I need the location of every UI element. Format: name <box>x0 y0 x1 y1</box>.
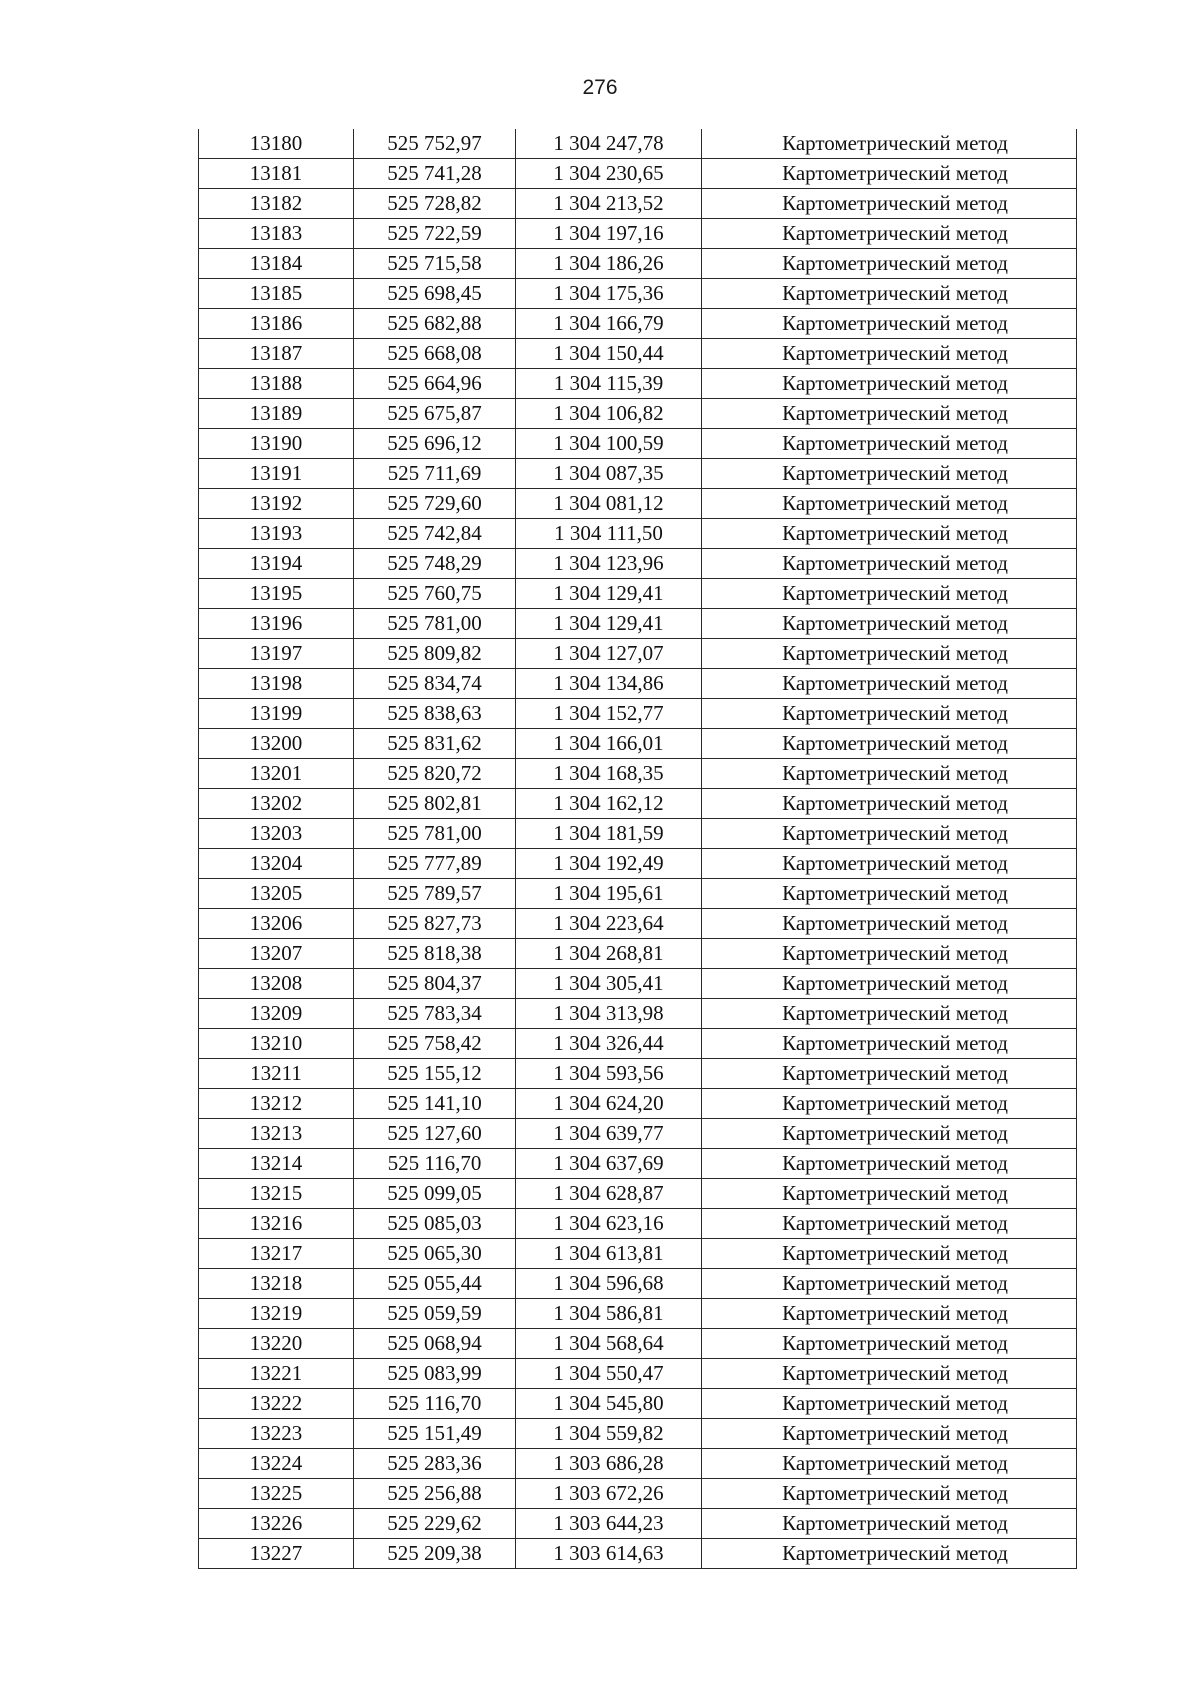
method-cell: Картометрический метод <box>702 399 1077 429</box>
x-coordinate-cell: 525 099,05 <box>354 1179 516 1209</box>
point-number-cell: 13197 <box>199 639 354 669</box>
table-row <box>199 579 1077 609</box>
table-row <box>199 249 1077 279</box>
method-cell: Картометрический метод <box>702 219 1077 249</box>
y-coordinate-cell: 1 304 129,41 <box>516 609 702 639</box>
x-coordinate-cell: 525 728,82 <box>354 189 516 219</box>
x-coordinate-cell: 525 664,96 <box>354 369 516 399</box>
point-number-cell: 13181 <box>199 159 354 189</box>
method-cell: Картометрический метод <box>702 729 1077 759</box>
point-number-cell: 13198 <box>199 669 354 699</box>
y-coordinate-cell: 1 304 115,39 <box>516 369 702 399</box>
point-number-cell: 13182 <box>199 189 354 219</box>
table-row <box>199 1359 1077 1389</box>
y-coordinate-cell: 1 303 644,23 <box>516 1509 702 1539</box>
y-coordinate-cell: 1 304 197,16 <box>516 219 702 249</box>
table-row <box>199 1119 1077 1149</box>
table-row <box>199 1509 1077 1539</box>
y-coordinate-cell: 1 304 639,77 <box>516 1119 702 1149</box>
x-coordinate-cell: 525 838,63 <box>354 699 516 729</box>
table-row <box>199 669 1077 699</box>
y-coordinate-cell: 1 304 568,64 <box>516 1329 702 1359</box>
method-cell: Картометрический метод <box>702 459 1077 489</box>
point-number-cell: 13205 <box>199 879 354 909</box>
method-cell: Картометрический метод <box>702 1509 1077 1539</box>
x-coordinate-cell: 525 760,75 <box>354 579 516 609</box>
x-coordinate-cell: 525 256,88 <box>354 1479 516 1509</box>
point-number-cell: 13222 <box>199 1389 354 1419</box>
point-number-cell: 13201 <box>199 759 354 789</box>
x-coordinate-cell: 525 711,69 <box>354 459 516 489</box>
x-coordinate-cell: 525 283,36 <box>354 1449 516 1479</box>
table-row <box>199 969 1077 999</box>
method-cell: Картометрический метод <box>702 1029 1077 1059</box>
table-row <box>199 1329 1077 1359</box>
x-coordinate-cell: 525 820,72 <box>354 759 516 789</box>
x-coordinate-cell: 525 698,45 <box>354 279 516 309</box>
point-number-cell: 13203 <box>199 819 354 849</box>
method-cell: Картометрический метод <box>702 129 1077 159</box>
method-cell: Картометрический метод <box>702 309 1077 339</box>
table-row <box>199 1539 1077 1569</box>
x-coordinate-cell: 525 141,10 <box>354 1089 516 1119</box>
table-row <box>199 519 1077 549</box>
y-coordinate-cell: 1 304 213,52 <box>516 189 702 219</box>
table-row <box>199 159 1077 189</box>
x-coordinate-cell: 525 083,99 <box>354 1359 516 1389</box>
point-number-cell: 13192 <box>199 489 354 519</box>
method-cell: Картометрический метод <box>702 189 1077 219</box>
method-cell: Картометрический метод <box>702 489 1077 519</box>
table-row <box>199 759 1077 789</box>
method-cell: Картометрический метод <box>702 639 1077 669</box>
y-coordinate-cell: 1 304 628,87 <box>516 1179 702 1209</box>
x-coordinate-cell: 525 781,00 <box>354 609 516 639</box>
y-coordinate-cell: 1 304 111,50 <box>516 519 702 549</box>
point-number-cell: 13206 <box>199 909 354 939</box>
x-coordinate-cell: 525 209,38 <box>354 1539 516 1569</box>
x-coordinate-cell: 525 809,82 <box>354 639 516 669</box>
y-coordinate-cell: 1 304 186,26 <box>516 249 702 279</box>
y-coordinate-cell: 1 304 175,36 <box>516 279 702 309</box>
point-number-cell: 13202 <box>199 789 354 819</box>
method-cell: Картометрический метод <box>702 999 1077 1029</box>
point-number-cell: 13208 <box>199 969 354 999</box>
table-row <box>199 1389 1077 1419</box>
table-row <box>199 879 1077 909</box>
point-number-cell: 13219 <box>199 1299 354 1329</box>
method-cell: Картометрический метод <box>702 249 1077 279</box>
x-coordinate-cell: 525 151,49 <box>354 1419 516 1449</box>
table-row <box>199 1449 1077 1479</box>
point-number-cell: 13194 <box>199 549 354 579</box>
point-number-cell: 13185 <box>199 279 354 309</box>
method-cell: Картометрический метод <box>702 159 1077 189</box>
method-cell: Картометрический метод <box>702 429 1077 459</box>
x-coordinate-cell: 525 804,37 <box>354 969 516 999</box>
y-coordinate-cell: 1 304 326,44 <box>516 1029 702 1059</box>
y-coordinate-cell: 1 304 162,12 <box>516 789 702 819</box>
point-number-cell: 13189 <box>199 399 354 429</box>
y-coordinate-cell: 1 304 637,69 <box>516 1149 702 1179</box>
method-cell: Картометрический метод <box>702 1119 1077 1149</box>
y-coordinate-cell: 1 304 596,68 <box>516 1269 702 1299</box>
method-cell: Картометрический метод <box>702 1209 1077 1239</box>
table-row <box>199 789 1077 819</box>
point-number-cell: 13196 <box>199 609 354 639</box>
method-cell: Картометрический метод <box>702 849 1077 879</box>
x-coordinate-cell: 525 229,62 <box>354 1509 516 1539</box>
method-cell: Картометрический метод <box>702 909 1077 939</box>
point-number-cell: 13215 <box>199 1179 354 1209</box>
method-cell: Картометрический метод <box>702 1539 1077 1569</box>
x-coordinate-cell: 525 729,60 <box>354 489 516 519</box>
y-coordinate-cell: 1 304 123,96 <box>516 549 702 579</box>
point-number-cell: 13218 <box>199 1269 354 1299</box>
y-coordinate-cell: 1 304 545,80 <box>516 1389 702 1419</box>
x-coordinate-cell: 525 068,94 <box>354 1329 516 1359</box>
method-cell: Картометрический метод <box>702 939 1077 969</box>
method-cell: Картометрический метод <box>702 1359 1077 1389</box>
coordinates-table <box>198 129 1077 1569</box>
x-coordinate-cell: 525 818,38 <box>354 939 516 969</box>
table-row <box>199 189 1077 219</box>
table-row <box>199 609 1077 639</box>
method-cell: Картометрический метод <box>702 549 1077 579</box>
coordinates-table-body <box>199 129 1077 1569</box>
table-row <box>199 489 1077 519</box>
x-coordinate-cell: 525 758,42 <box>354 1029 516 1059</box>
point-number-cell: 13187 <box>199 339 354 369</box>
x-coordinate-cell: 525 748,29 <box>354 549 516 579</box>
y-coordinate-cell: 1 304 134,86 <box>516 669 702 699</box>
x-coordinate-cell: 525 783,34 <box>354 999 516 1029</box>
table-row <box>199 429 1077 459</box>
table-row <box>199 549 1077 579</box>
x-coordinate-cell: 525 155,12 <box>354 1059 516 1089</box>
method-cell: Картометрический метод <box>702 1059 1077 1089</box>
method-cell: Картометрический метод <box>702 1479 1077 1509</box>
table-row <box>199 279 1077 309</box>
x-coordinate-cell: 525 682,88 <box>354 309 516 339</box>
point-number-cell: 13204 <box>199 849 354 879</box>
x-coordinate-cell: 525 834,74 <box>354 669 516 699</box>
table-row <box>199 399 1077 429</box>
point-number-cell: 13180 <box>199 129 354 159</box>
y-coordinate-cell: 1 304 150,44 <box>516 339 702 369</box>
point-number-cell: 13226 <box>199 1509 354 1539</box>
method-cell: Картометрический метод <box>702 1269 1077 1299</box>
point-number-cell: 13188 <box>199 369 354 399</box>
point-number-cell: 13227 <box>199 1539 354 1569</box>
y-coordinate-cell: 1 304 127,07 <box>516 639 702 669</box>
table-row <box>199 129 1077 159</box>
method-cell: Картометрический метод <box>702 609 1077 639</box>
y-coordinate-cell: 1 303 686,28 <box>516 1449 702 1479</box>
point-number-cell: 13199 <box>199 699 354 729</box>
y-coordinate-cell: 1 304 230,65 <box>516 159 702 189</box>
x-coordinate-cell: 525 722,59 <box>354 219 516 249</box>
table-row <box>199 339 1077 369</box>
x-coordinate-cell: 525 116,70 <box>354 1149 516 1179</box>
table-row <box>199 1419 1077 1449</box>
x-coordinate-cell: 525 059,59 <box>354 1299 516 1329</box>
point-number-cell: 13211 <box>199 1059 354 1089</box>
x-coordinate-cell: 525 715,58 <box>354 249 516 279</box>
y-coordinate-cell: 1 304 081,12 <box>516 489 702 519</box>
point-number-cell: 13224 <box>199 1449 354 1479</box>
y-coordinate-cell: 1 304 550,47 <box>516 1359 702 1389</box>
x-coordinate-cell: 525 065,30 <box>354 1239 516 1269</box>
table-row <box>199 1089 1077 1119</box>
y-coordinate-cell: 1 304 593,56 <box>516 1059 702 1089</box>
point-number-cell: 13217 <box>199 1239 354 1269</box>
method-cell: Картометрический метод <box>702 519 1077 549</box>
point-number-cell: 13223 <box>199 1419 354 1449</box>
y-coordinate-cell: 1 304 559,82 <box>516 1419 702 1449</box>
point-number-cell: 13190 <box>199 429 354 459</box>
point-number-cell: 13225 <box>199 1479 354 1509</box>
y-coordinate-cell: 1 304 305,41 <box>516 969 702 999</box>
method-cell: Картометрический метод <box>702 789 1077 819</box>
y-coordinate-cell: 1 304 181,59 <box>516 819 702 849</box>
page-number: 276 <box>582 76 618 99</box>
x-coordinate-cell: 525 668,08 <box>354 339 516 369</box>
x-coordinate-cell: 525 831,62 <box>354 729 516 759</box>
point-number-cell: 13193 <box>199 519 354 549</box>
y-coordinate-cell: 1 304 268,81 <box>516 939 702 969</box>
method-cell: Картометрический метод <box>702 1239 1077 1269</box>
table-row <box>199 1179 1077 1209</box>
table-row <box>199 1209 1077 1239</box>
method-cell: Картометрический метод <box>702 279 1077 309</box>
table-row <box>199 639 1077 669</box>
method-cell: Картометрический метод <box>702 819 1077 849</box>
table-row <box>199 999 1077 1029</box>
x-coordinate-cell: 525 055,44 <box>354 1269 516 1299</box>
point-number-cell: 13191 <box>199 459 354 489</box>
x-coordinate-cell: 525 127,60 <box>354 1119 516 1149</box>
y-coordinate-cell: 1 304 223,64 <box>516 909 702 939</box>
method-cell: Картометрический метод <box>702 1149 1077 1179</box>
method-cell: Картометрический метод <box>702 1179 1077 1209</box>
y-coordinate-cell: 1 304 313,98 <box>516 999 702 1029</box>
table-row <box>199 1299 1077 1329</box>
method-cell: Картометрический метод <box>702 1449 1077 1479</box>
x-coordinate-cell: 525 802,81 <box>354 789 516 819</box>
y-coordinate-cell: 1 304 613,81 <box>516 1239 702 1269</box>
y-coordinate-cell: 1 304 129,41 <box>516 579 702 609</box>
x-coordinate-cell: 525 085,03 <box>354 1209 516 1239</box>
point-number-cell: 13212 <box>199 1089 354 1119</box>
method-cell: Картометрический метод <box>702 1419 1077 1449</box>
y-coordinate-cell: 1 304 623,16 <box>516 1209 702 1239</box>
x-coordinate-cell: 525 752,97 <box>354 129 516 159</box>
method-cell: Картометрический метод <box>702 969 1077 999</box>
x-coordinate-cell: 525 675,87 <box>354 399 516 429</box>
y-coordinate-cell: 1 304 087,35 <box>516 459 702 489</box>
table-row <box>199 849 1077 879</box>
x-coordinate-cell: 525 116,70 <box>354 1389 516 1419</box>
method-cell: Картометрический метод <box>702 699 1077 729</box>
point-number-cell: 13184 <box>199 249 354 279</box>
x-coordinate-cell: 525 777,89 <box>354 849 516 879</box>
point-number-cell: 13221 <box>199 1359 354 1389</box>
method-cell: Картометрический метод <box>702 759 1077 789</box>
method-cell: Картометрический метод <box>702 1389 1077 1419</box>
method-cell: Картометрический метод <box>702 369 1077 399</box>
y-coordinate-cell: 1 304 168,35 <box>516 759 702 789</box>
table-row <box>199 1059 1077 1089</box>
point-number-cell: 13195 <box>199 579 354 609</box>
table-row <box>199 729 1077 759</box>
table-row <box>199 909 1077 939</box>
y-coordinate-cell: 1 304 195,61 <box>516 879 702 909</box>
table-row <box>199 699 1077 729</box>
table-row <box>199 1029 1077 1059</box>
method-cell: Картометрический метод <box>702 1299 1077 1329</box>
x-coordinate-cell: 525 827,73 <box>354 909 516 939</box>
y-coordinate-cell: 1 304 152,77 <box>516 699 702 729</box>
method-cell: Картометрический метод <box>702 339 1077 369</box>
table-row <box>199 1239 1077 1269</box>
method-cell: Картометрический метод <box>702 669 1077 699</box>
y-coordinate-cell: 1 303 672,26 <box>516 1479 702 1509</box>
point-number-cell: 13214 <box>199 1149 354 1179</box>
y-coordinate-cell: 1 304 100,59 <box>516 429 702 459</box>
x-coordinate-cell: 525 741,28 <box>354 159 516 189</box>
table-row <box>199 1479 1077 1509</box>
method-cell: Картометрический метод <box>702 579 1077 609</box>
point-number-cell: 13207 <box>199 939 354 969</box>
table-row <box>199 369 1077 399</box>
point-number-cell: 13220 <box>199 1329 354 1359</box>
y-coordinate-cell: 1 303 614,63 <box>516 1539 702 1569</box>
table-row <box>199 1149 1077 1179</box>
point-number-cell: 13200 <box>199 729 354 759</box>
method-cell: Картометрический метод <box>702 879 1077 909</box>
x-coordinate-cell: 525 781,00 <box>354 819 516 849</box>
table-row <box>199 309 1077 339</box>
point-number-cell: 13186 <box>199 309 354 339</box>
y-coordinate-cell: 1 304 586,81 <box>516 1299 702 1329</box>
y-coordinate-cell: 1 304 166,79 <box>516 309 702 339</box>
point-number-cell: 13210 <box>199 1029 354 1059</box>
table-row <box>199 219 1077 249</box>
y-coordinate-cell: 1 304 192,49 <box>516 849 702 879</box>
x-coordinate-cell: 525 696,12 <box>354 429 516 459</box>
point-number-cell: 13209 <box>199 999 354 1029</box>
table-row <box>199 1269 1077 1299</box>
point-number-cell: 13213 <box>199 1119 354 1149</box>
y-coordinate-cell: 1 304 106,82 <box>516 399 702 429</box>
method-cell: Картометрический метод <box>702 1089 1077 1119</box>
method-cell: Картометрический метод <box>702 1329 1077 1359</box>
y-coordinate-cell: 1 304 166,01 <box>516 729 702 759</box>
x-coordinate-cell: 525 789,57 <box>354 879 516 909</box>
x-coordinate-cell: 525 742,84 <box>354 519 516 549</box>
point-number-cell: 13183 <box>199 219 354 249</box>
y-coordinate-cell: 1 304 624,20 <box>516 1089 702 1119</box>
point-number-cell: 13216 <box>199 1209 354 1239</box>
table-row <box>199 819 1077 849</box>
table-row <box>199 459 1077 489</box>
table-row <box>199 939 1077 969</box>
y-coordinate-cell: 1 304 247,78 <box>516 129 702 159</box>
